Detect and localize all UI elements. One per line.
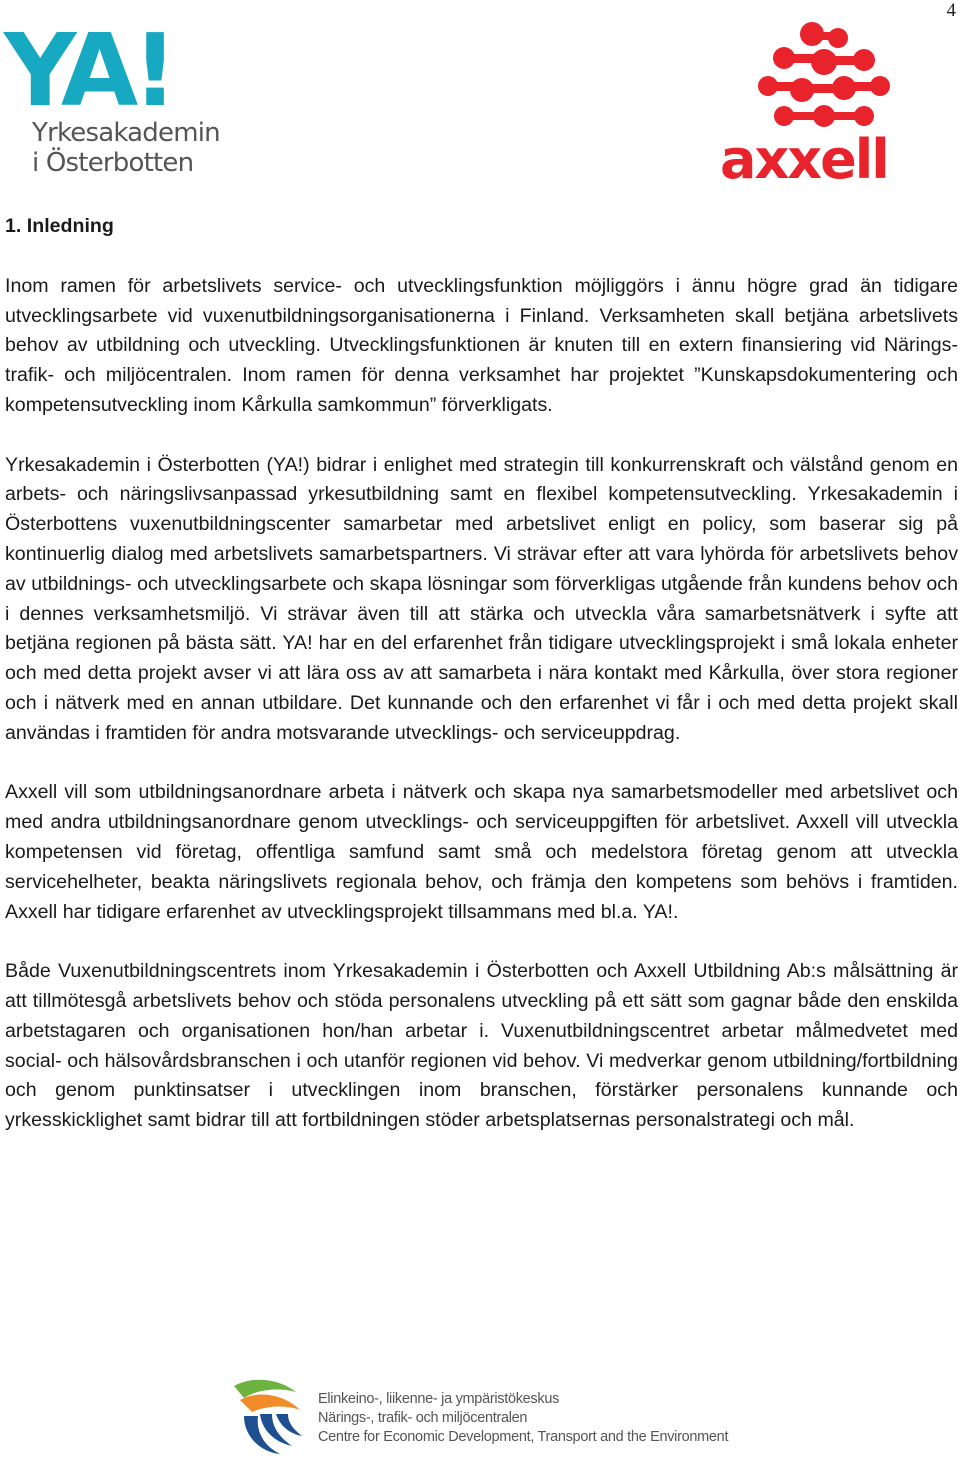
- paragraph: Axxell vill som utbildningsanordnare arbeta i nätverk och skapa nya samarbetsmodeller med arbetslivet och med andra utbildningsanordnare genom utvecklings- och serviceuppgiften för arbetslivet. Axxell vill utveckla kompetensen vid företag, offentliga samfund samt små och medelstora företag genom att utveckla servicehelheter, beakta näringslivets regionala behov, och främja den kompetens som behövs i framtiden. Axxell har tidigare erfarenhet av utvecklingsprojekt tillsammans med bl.a. YA!.: [5, 781, 958, 923]
- paragraph: Inom ramen för arbetslivets service- och utvecklingsfunktion möjliggörs i ännu högre grad än tidigare utvecklingsarbete vid vuxenutbildningsorganisationerna i Finland. Verksamheten skall betjäna arbetslivets behov av utbildning och utveckling. Utvecklingsfunktionen är knuten till en extern finansiering vid Närings- trafik- och miljöcentralen. Inom ramen för denna verksamhet har projektet ”Kunskapsdokumentering och kompetensutveckling inom Kårkulla samkommun” förverkligats.: [5, 274, 958, 416]
- ely-centre-logo: [230, 1376, 740, 1456]
- axxell-logo-word: axxell: [720, 128, 888, 191]
- axxell-molecule-icon: [750, 20, 898, 132]
- section-heading: 1. Inledning: [5, 215, 114, 237]
- document-body: [5, 210, 958, 1166]
- paragraph: Yrkesakademin i Österbotten (YA!) bidrar i enlighet med strategin till konkurrenskraft och välstånd genom en arbets- och näringslivsanpassad yrkesutbildning samt en flexibel kompetensutveckling. Yrkesakademin i Österbottens vuxenutbildningscenter samarbetar med arbetslivet enligt en policy, som baserar sig på kontinuerlig dialog med arbetslivets samarbetspartners. Vi strävar efter att vara lyhörda för arbetslivets behov av utbildnings- och utvecklingsarbete och skapa lösningar som förverkligas utgående från kundens behov och i dennes verksamhetsmiljö. Vi strävar även till att stärka och utveckla våra samarbetsnätverk i syfte att betjäna regionen på bästa sätt. YA! har en del erfarenhet från tidigare utvecklingsprojekt i små lokala enheter och med detta projekt avser vi att lära oss av att samarbeta i nära kontakt med Kårkulla, över stora regioner och i nätverk med en annan utbildare. Det kunnande och den erfarenhet vi får i och med detta projekt skall användas i framtiden för andra motsvarande utvecklings- och serviceuppdrag.: [5, 453, 958, 744]
- ely-logo-line-fi: Elinkeino-, liikenne- ja ympäristökeskus: [318, 1391, 560, 1407]
- axxell-logo: [718, 20, 910, 191]
- ya-logo-mark: YA!: [4, 12, 172, 129]
- ely-emblem-icon: [230, 1376, 306, 1456]
- ya-logo-name-line2: i Österbotten: [32, 148, 194, 178]
- ya-logo: [4, 12, 220, 188]
- ely-logo-line-en: Centre for Economic Development, Transport and the Environment: [318, 1429, 729, 1445]
- ely-logo-line-sv: Närings-, trafik- och miljöcentralen: [318, 1410, 528, 1426]
- ya-logo-name-line1: Yrkesakademin: [32, 118, 220, 148]
- page-number: 4: [946, 0, 956, 21]
- paragraph: Både Vuxenutbildningscentrets inom Yrkesakademin i Österbotten och Axxell Utbildning Ab:s målsättning är att tillmötesgå arbetslivets behov och stöda personalens utveckling på ett sätt som gagnar både den enskilda arbetstagaren och organisationen hon/han arbetar i. Vuxenutbildningscentret arbetar målmedvetet med social- och hälsovårdsbranschen i och utanför regionen vid behov. Vi medverkar genom utbildning/fortbildning och genom punktinsatser i utvecklingen inom branschen, förstärker personalens kunnande och yrkesskicklighet samt bidrar till att fortbildningen stöder arbetsplatsernas personalstrategi och mål.: [5, 960, 958, 1132]
